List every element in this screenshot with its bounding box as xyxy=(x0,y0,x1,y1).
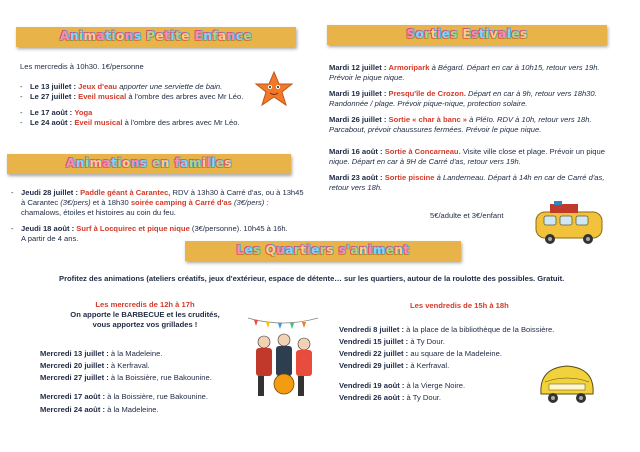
sorties-title: Sorties Estivales xyxy=(406,27,528,42)
bus-illustration xyxy=(530,200,610,248)
list-item: Vendredi 29 juillet : à Kerfraval. xyxy=(339,361,450,371)
list-item: Mercredi 13 juillet : à la Madeleine. xyxy=(40,349,163,358)
list-item: Mardi 26 juillet : Sortie « char à banc » à Pléïo. RDV à 10h, retour vers 18h. Parcabout, prévoir chaussures fermées. Prévoir le pique nique. xyxy=(329,115,592,135)
quartiers-intro: Profitez des animations (ateliers créatifs, jeux d'extérieur, espace de détente… sur les quartiers, autour de la roulotte des possibles. Gratuit. xyxy=(59,274,565,283)
mercredis-header: Les mercredis de 12h à 17h On apporte le BARBECUE et les crudités, vous apportez vos grillades ! xyxy=(40,300,250,330)
list-item: Vendredi 26 août : à Ty Dour. xyxy=(339,392,442,402)
roulotte-illustration xyxy=(535,360,599,408)
banner-sorties xyxy=(327,25,607,45)
banner-quartiers xyxy=(185,241,461,261)
petite-enfance-list xyxy=(20,82,260,128)
list-item: - Le 27 juillet : Eveil musical à l'ombre des arbres avec Mr Léo. xyxy=(20,92,244,102)
list-item: - Jeudi 18 août : Surf à Locquirec et pique nique (3€/personne). 10h45 à 16h. A partir de 4 ans. xyxy=(11,224,288,244)
list-item: - Le 24 août : Eveil musical à l'ombre des arbres avec Mr Léo. xyxy=(20,118,240,128)
mercredis-list xyxy=(40,348,250,416)
mercredis-heading: Les mercredis de 12h à 17h xyxy=(95,300,195,309)
banner-familles xyxy=(7,154,291,174)
sorties-list xyxy=(329,63,629,193)
list-item: Vendredi 22 juillet : au square de la Madeleine. xyxy=(339,349,502,359)
list-item: Vendredi 8 juillet : à la place de la bibliothèque de la Boissière. xyxy=(339,325,555,334)
list-item: Mercredi 20 juillet : à Kerfraval. xyxy=(40,361,150,371)
list-item: Mardi 23 août : Sortie piscine à Landerneau. Départ à 14h en car de Carré d'as, retour vers 18h. xyxy=(329,173,605,193)
sorties-price: 5€/adulte et 3€/enfant xyxy=(430,211,504,220)
vendredis-heading: Les vendredis de 15h à 18h xyxy=(410,301,509,310)
list-item: Vendredi 15 juillet : à Ty Dour. xyxy=(339,337,445,347)
list-item: Mercredi 17 août : à la Boissière, rue Bakounine. xyxy=(40,392,209,402)
list-item: Mercredi 27 juillet : à la Boissière, rue Bakounine. xyxy=(40,373,212,383)
list-item: Mardi 16 août : Sortie à Concarneau. Visite ville close et plage. Prévoir un pique nique. Départ en car à 9H de Carré d'as, retour vers 19h. xyxy=(329,147,605,167)
list-item: - Le 13 juillet : Jeux d'eau apporter une serviette de bain. xyxy=(20,82,223,91)
banner-petite-enfance xyxy=(16,27,296,47)
musicians-illustration xyxy=(246,312,320,402)
petite-enfance-title: Animations Petite Enfance xyxy=(60,29,252,44)
list-item: Vendredi 19 août : à la Vierge Noire. xyxy=(339,380,466,390)
petite-enfance-intro: Les mercredis à 10h30. 1€/personne xyxy=(20,62,144,71)
list-item: Mardi 12 juillet : Armoripark à Bégard. Départ en car à 10h15, retour vers 19h. Prévoir le pique nique. xyxy=(329,63,600,83)
list-item: Mardi 19 juillet : Presqu'île de Crozon. Départ en car à 9h, retour vers 18h30. Randonnée / plage. Prévoir pique-nique, protection solaire. xyxy=(329,89,597,109)
familles-list xyxy=(11,188,304,244)
starfish-illustration xyxy=(254,70,294,108)
list-item: Mercredi 24 août : à la Madeleine. xyxy=(40,404,159,414)
list-item: - Le 17 août : Yoga xyxy=(20,108,93,118)
list-item: - Jeudi 28 juillet : Paddle géant à Carantec, RDV à 13h30 à Carré d'as, ou à 13h45 à Carantec (3€/pers) et à 18h30 soirée camping à Carré d'as (3€/pers) : chamalows, étoiles et histoires au coin du feu. xyxy=(11,188,304,218)
quartiers-title: Les Quartiers s'animent xyxy=(236,243,410,258)
familles-title: Animations en familles xyxy=(65,156,232,171)
